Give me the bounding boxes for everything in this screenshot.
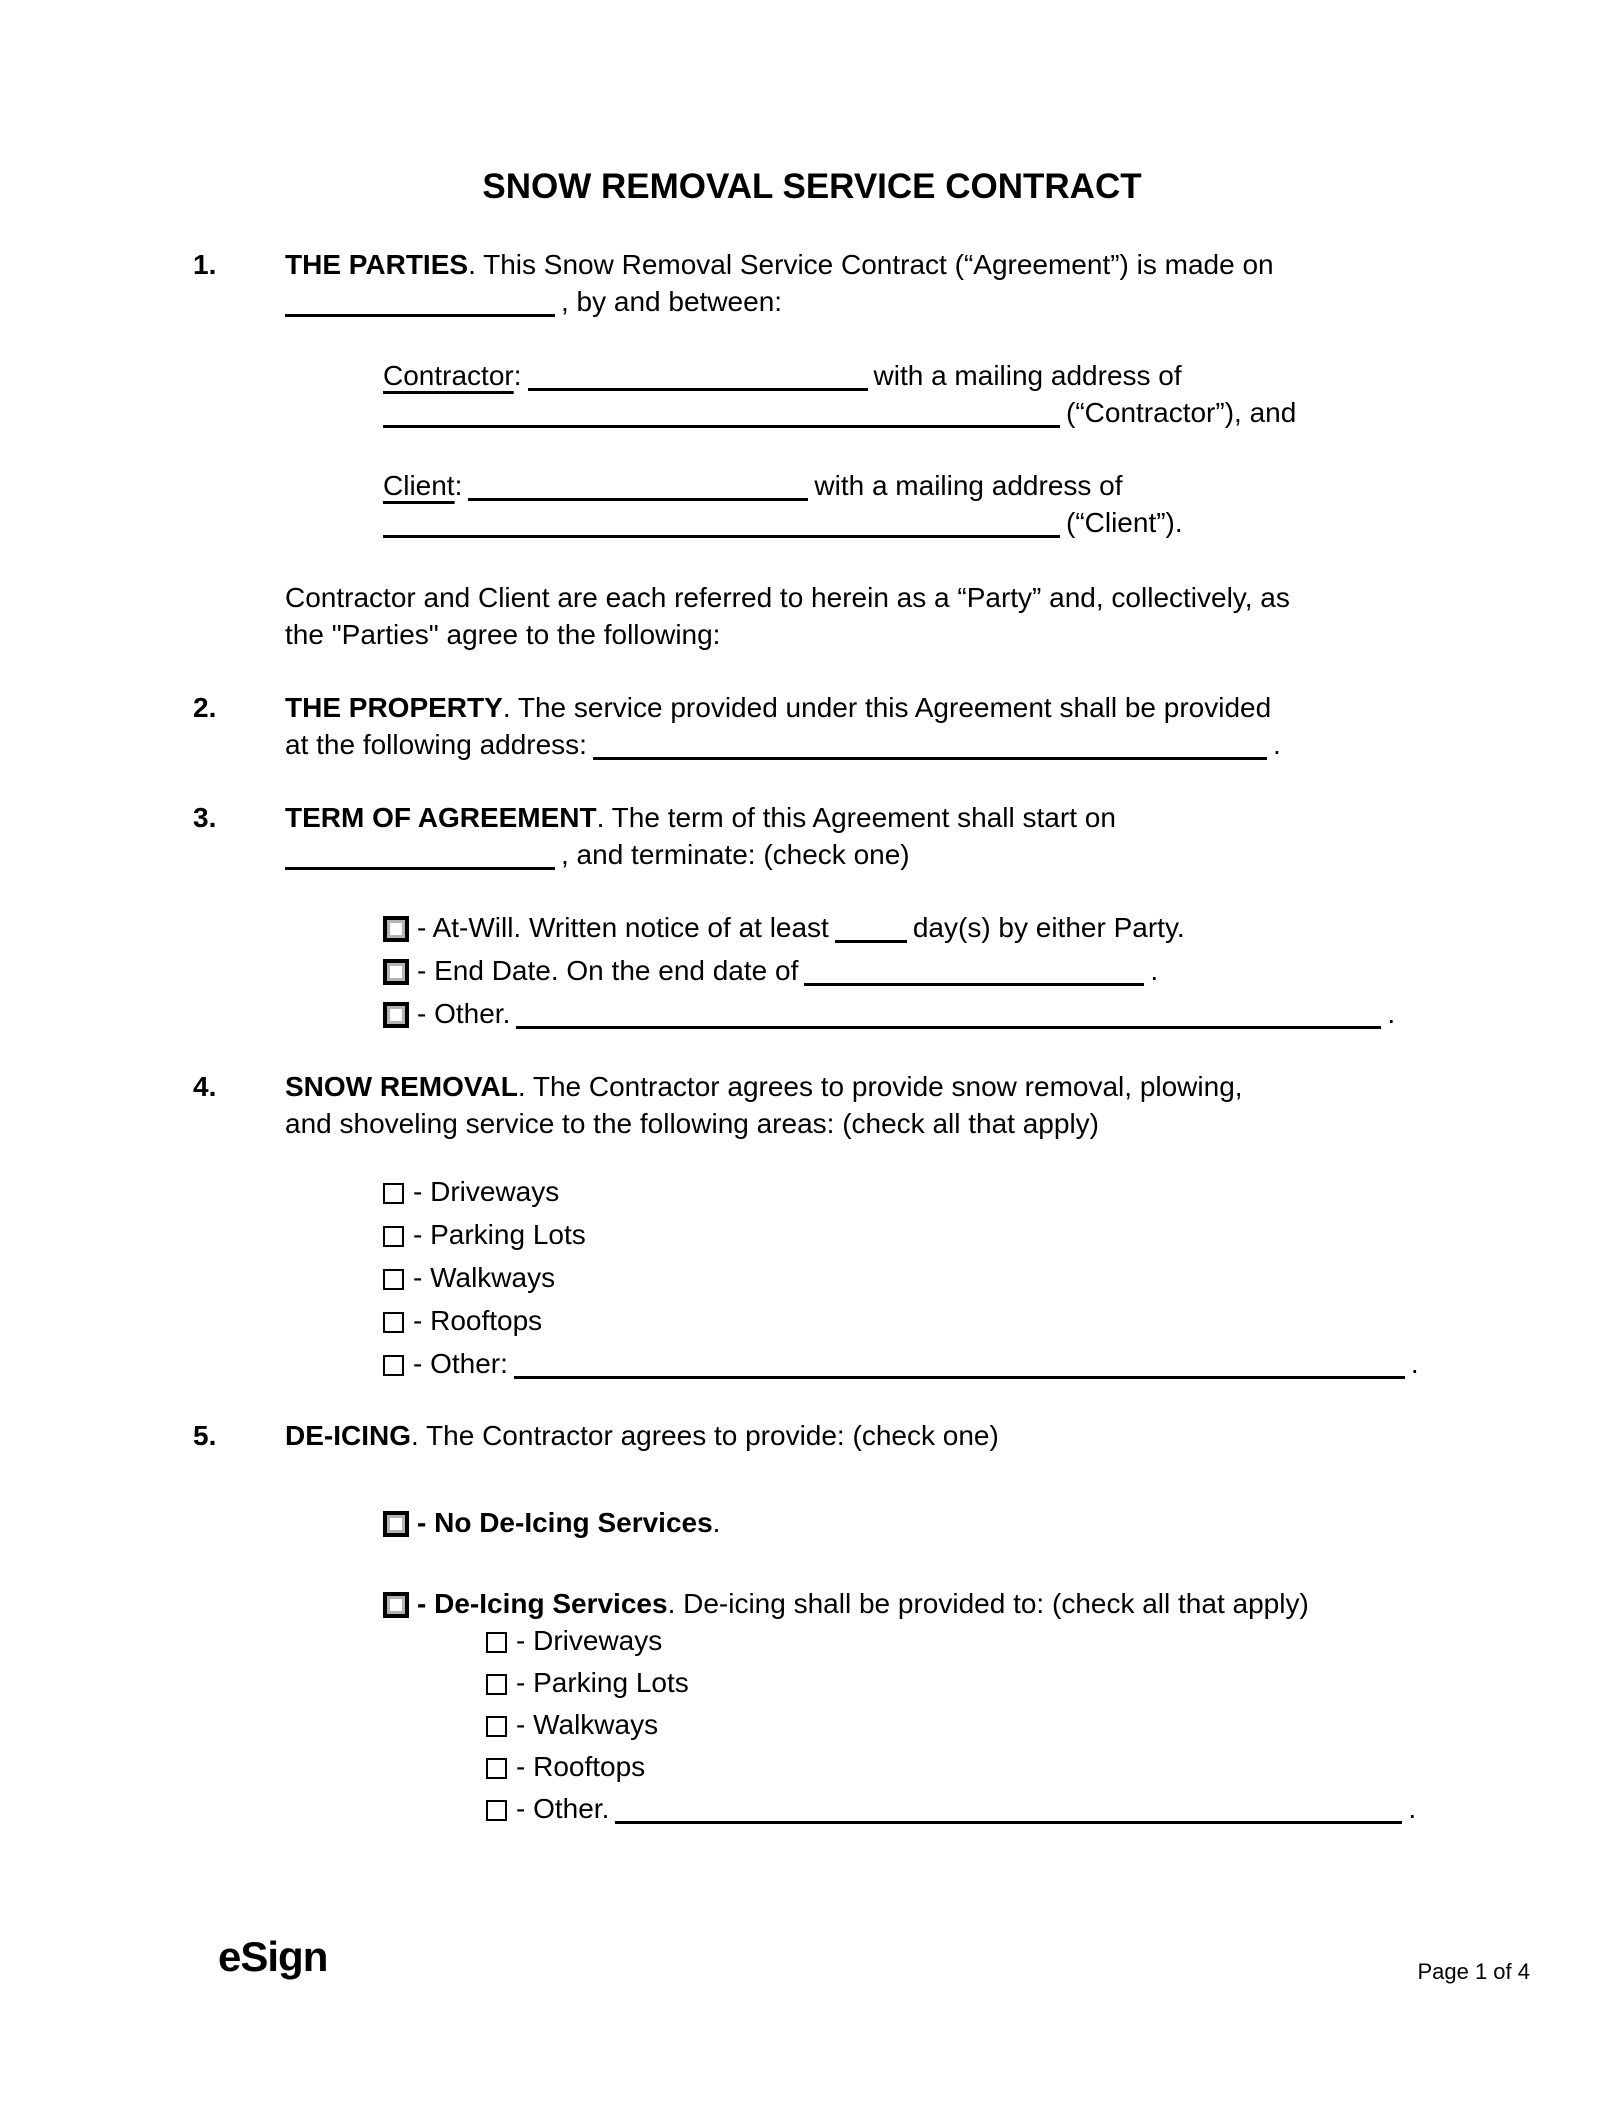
- snow-removal-line1: [285, 1068, 1498, 1105]
- checkbox-de-icing-services[interactable]: [383, 1592, 409, 1618]
- term-option-other: [383, 995, 1498, 1032]
- contractor-block: [383, 357, 1498, 431]
- term-option-end-date: [383, 952, 1498, 989]
- deice-other-label: - Other.: [516, 1793, 610, 1824]
- area-other-period: .: [1410, 1348, 1419, 1379]
- no-de-icing-period: .: [712, 1507, 721, 1538]
- property-line1-text: . The service provided under this Agreement shall be provided: [502, 692, 1272, 723]
- deice-driveways: [486, 1622, 1498, 1659]
- term-options: [383, 909, 1498, 1032]
- property-line2-text: at the following address:: [285, 729, 587, 760]
- parties-line2-text: , by and between:: [561, 286, 783, 317]
- checkbox-term-other[interactable]: [383, 1002, 409, 1028]
- section-property: [193, 689, 1498, 763]
- deicing-other-blank[interactable]: [615, 1793, 1402, 1824]
- deice-walkways-label: - Walkways: [516, 1709, 659, 1740]
- client-line1: [383, 467, 1498, 504]
- client-line1-text: with a mailing address of: [814, 470, 1123, 501]
- deice-driveways-label: - Driveways: [516, 1625, 663, 1656]
- section-term-number: 3.: [193, 802, 217, 833]
- de-icing-heading: DE-ICING: [285, 1420, 411, 1451]
- property-heading: THE PROPERTY: [285, 692, 503, 723]
- section-de-icing-number: 5.: [193, 1420, 217, 1451]
- notice-days-blank[interactable]: [835, 912, 907, 943]
- area-driveways-label: - Driveways: [413, 1176, 560, 1207]
- end-date-blank[interactable]: [804, 955, 1144, 986]
- checkbox-parking-lots[interactable]: [383, 1226, 404, 1247]
- snow-removal-line2: and shoveling service to the following areas: (check all that apply): [285, 1108, 1099, 1139]
- section-parties: [193, 246, 1498, 653]
- client-name-blank[interactable]: [468, 470, 808, 501]
- deice-parking-lots: [486, 1664, 1498, 1701]
- checkbox-walkways[interactable]: [383, 1269, 404, 1290]
- option-no-de-icing: [383, 1504, 1498, 1541]
- contractor-line2-text: (“Contractor”), and: [1066, 397, 1297, 428]
- client-colon: :: [454, 470, 463, 501]
- client-address-blank[interactable]: [383, 507, 1060, 538]
- property-line1: [285, 689, 1498, 726]
- area-driveways: [383, 1173, 1498, 1210]
- checkbox-driveways[interactable]: [383, 1183, 404, 1204]
- area-other-label: - Other:: [413, 1348, 508, 1379]
- checkbox-deice-parking-lots[interactable]: [486, 1674, 507, 1695]
- parties-line1: [285, 246, 1498, 283]
- deice-other: [486, 1790, 1498, 1827]
- contractor-address-blank[interactable]: [383, 397, 1060, 428]
- document-title: SNOW REMOVAL SERVICE CONTRACT: [482, 167, 1142, 206]
- property-address-blank[interactable]: [593, 729, 1267, 760]
- checkbox-deice-walkways[interactable]: [486, 1716, 507, 1737]
- snow-removal-line1-text: . The Contractor agrees to provide snow removal, plowing,: [517, 1071, 1243, 1102]
- property-period: .: [1272, 729, 1281, 760]
- at-will-text-pre: - At-Will. Written notice of at least: [417, 912, 829, 943]
- term-heading: TERM OF AGREEMENT: [285, 802, 597, 833]
- de-icing-line1: [285, 1417, 1498, 1454]
- contractor-label: Contractor: [383, 360, 514, 391]
- parties-paragraph-line2: the "Parties" agree to the following:: [285, 619, 721, 650]
- term-line1: [285, 799, 1498, 836]
- contractor-line1-text: with a mailing address of: [873, 360, 1182, 391]
- term-start-date-blank[interactable]: [285, 839, 555, 870]
- de-icing-services-label: - De-Icing Services: [417, 1588, 668, 1619]
- term-line1-text: . The term of this Agreement shall start on: [596, 802, 1116, 833]
- checkbox-at-will[interactable]: [383, 916, 409, 942]
- checkbox-deice-other[interactable]: [486, 1800, 507, 1821]
- term-other-text-pre: - Other.: [417, 998, 511, 1029]
- esign-logo: eSign: [218, 1933, 328, 1980]
- checkbox-rooftops[interactable]: [383, 1312, 404, 1333]
- checkbox-no-de-icing[interactable]: [383, 1511, 409, 1537]
- section-property-number: 2.: [193, 692, 217, 723]
- snow-removal-heading: SNOW REMOVAL: [285, 1071, 518, 1102]
- client-line2-text: (“Client”).: [1066, 507, 1183, 538]
- no-de-icing-label: - No De-Icing Services: [417, 1507, 713, 1538]
- contractor-name-blank[interactable]: [528, 360, 868, 391]
- deice-parking-lots-label: - Parking Lots: [516, 1667, 689, 1698]
- deice-rooftops: [486, 1748, 1498, 1785]
- checkbox-deice-driveways[interactable]: [486, 1632, 507, 1653]
- area-rooftops: [383, 1302, 1498, 1339]
- term-option-at-will: [383, 909, 1498, 946]
- section-de-icing: [193, 1417, 1498, 1827]
- de-icing-line1-text: . The Contractor agrees to provide: (check one): [411, 1420, 999, 1451]
- area-walkways: [383, 1259, 1498, 1296]
- term-other-text-post: .: [1387, 998, 1396, 1029]
- section-snow-removal-number: 4.: [193, 1071, 217, 1102]
- snow-other-blank[interactable]: [514, 1348, 1405, 1379]
- end-date-text-pre: - End Date. On the end date of: [417, 955, 799, 986]
- option-de-icing-services: [383, 1585, 1498, 1622]
- de-icing-areas: [486, 1622, 1498, 1827]
- property-line2: [285, 726, 1498, 763]
- parties-heading: THE PARTIES: [285, 249, 469, 280]
- agreement-date-blank[interactable]: [285, 286, 555, 317]
- page-number: Page 1 of 4: [1417, 1959, 1530, 1984]
- area-other: [383, 1345, 1498, 1382]
- parties-paragraph-line1: Contractor and Client are each referred to herein as a “Party” and, collectively, as: [285, 582, 1290, 613]
- area-parking-lots-label: - Parking Lots: [413, 1219, 586, 1250]
- parties-line1-text: . This Snow Removal Service Contract (“Agreement”) is made on: [468, 249, 1274, 280]
- checkbox-end-date[interactable]: [383, 959, 409, 985]
- term-line2: [285, 836, 1498, 873]
- contractor-colon: :: [513, 360, 522, 391]
- client-line2: [383, 504, 1498, 541]
- term-line2-text: , and terminate: (check one): [561, 839, 910, 870]
- checkbox-deice-rooftops[interactable]: [486, 1758, 507, 1779]
- area-rooftops-label: - Rooftops: [413, 1305, 543, 1336]
- section-parties-number: 1.: [193, 249, 217, 280]
- contractor-line1: [383, 357, 1498, 394]
- contractor-line2: [383, 394, 1498, 431]
- deice-walkways: [486, 1706, 1498, 1743]
- de-icing-services-text: . De-icing shall be provided to: (check all that apply): [667, 1588, 1309, 1619]
- term-other-blank[interactable]: [516, 998, 1381, 1029]
- checkbox-snow-other[interactable]: [383, 1355, 404, 1376]
- section-snow-removal: [193, 1068, 1498, 1382]
- client-label: Client: [383, 470, 455, 501]
- area-parking-lots: [383, 1216, 1498, 1253]
- parties-line2: [285, 283, 1498, 320]
- parties-paragraph: [285, 579, 1498, 653]
- client-block: [383, 467, 1498, 541]
- end-date-text-post: .: [1150, 955, 1159, 986]
- section-term: [193, 799, 1498, 1032]
- at-will-text-post: day(s) by either Party.: [912, 912, 1185, 943]
- deice-other-period: .: [1408, 1793, 1417, 1824]
- deice-rooftops-label: - Rooftops: [516, 1751, 646, 1782]
- area-walkways-label: - Walkways: [413, 1262, 556, 1293]
- snow-removal-areas: [383, 1173, 1498, 1382]
